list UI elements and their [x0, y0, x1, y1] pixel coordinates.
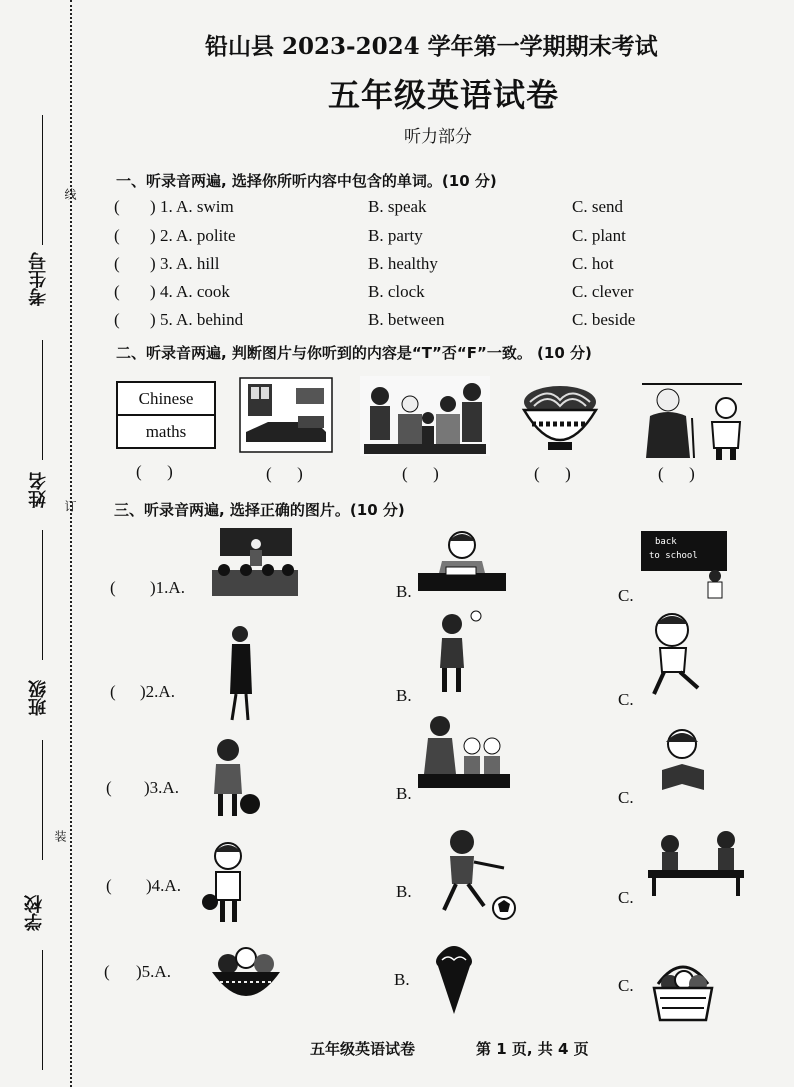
girl-with-ball-picture	[204, 736, 264, 820]
field-label-name: 姓名	[28, 472, 49, 508]
girl-reading-book-picture	[654, 726, 714, 796]
timetable-picture	[116, 381, 216, 449]
s3-q3-option-c: C.	[618, 788, 634, 807]
s2-answer-3[interactable]: ( )	[402, 464, 439, 483]
binding-mark-staple: 订	[63, 500, 77, 512]
back-to-school-board	[641, 531, 727, 571]
boy-football-picture	[432, 826, 522, 922]
timetable-row-maths: maths	[145, 422, 187, 441]
s3-q5-num: 5.A.	[141, 962, 171, 981]
answer-paren-open[interactable]: (	[114, 226, 120, 245]
s1-q3	[114, 254, 754, 276]
s3-q3-paren-open[interactable]: (	[106, 778, 112, 797]
field-label-class: 班级	[28, 680, 49, 716]
s3-q1-option-c: C.	[618, 586, 634, 605]
option-c: C. hot	[572, 254, 614, 273]
section3-heading: 三、听录音两遍, 选择正确的图片。(10 分)	[114, 501, 405, 519]
girl-at-board-icon	[700, 568, 730, 600]
s3-q2-paren-open[interactable]: (	[110, 682, 116, 701]
kids-at-desk-picture	[644, 826, 746, 898]
s3-q3-label: )3.A.	[144, 778, 179, 797]
option-a: 3. A. hill	[160, 254, 220, 273]
boy-reading-picture	[416, 527, 508, 593]
option-c: C. send	[572, 197, 623, 216]
s3-q2-num: 2.A.	[145, 682, 175, 701]
footer-paper-title: 五年级英语试卷	[310, 1040, 416, 1058]
s3-q5-option-c: C.	[618, 976, 634, 995]
s3-q4-paren-open[interactable]: (	[106, 876, 112, 895]
field-line-student-no	[42, 115, 43, 245]
part-label: 听力部分	[404, 127, 472, 147]
s3-q1-label: )1.A.	[150, 578, 185, 597]
answer-paren-close: )	[150, 197, 156, 216]
s3-q3-option-b: B.	[396, 784, 412, 803]
s2-answer-1[interactable]: ( )	[136, 462, 173, 481]
field-label-student-no: 考生号	[28, 252, 49, 306]
field-line-name-top	[42, 340, 43, 460]
option-a: 2. A. polite	[160, 226, 236, 245]
cooking-class-picture	[416, 712, 512, 790]
answer-paren-open[interactable]: (	[114, 197, 120, 216]
field-line-name	[42, 530, 43, 660]
board-line-2: to school	[649, 551, 698, 561]
option-b: B. between	[368, 310, 445, 329]
footer-page-number: 第 1 页, 共 4 页	[476, 1040, 589, 1058]
ice-cream-picture	[434, 940, 474, 1016]
field-line-school	[42, 950, 43, 1070]
answer-paren-close: )	[150, 254, 156, 273]
section2-heading: 二、听录音两遍, 判断图片与你听到的内容是“T”否“F”一致。 (10 分)	[116, 344, 592, 362]
answer-paren-close: )	[150, 282, 156, 301]
option-c: C. beside	[572, 310, 636, 329]
noodles-bowl-picture	[518, 380, 602, 456]
s2-answer-2[interactable]: ( )	[266, 464, 303, 483]
answer-paren-open[interactable]: (	[114, 310, 120, 329]
s1-q5	[114, 310, 754, 332]
timetable-row-chinese: Chinese	[118, 383, 214, 416]
option-a: 5. A. behind	[160, 310, 244, 329]
s3-q5-label: )5.A.	[136, 962, 171, 981]
woman-standing-picture	[220, 624, 264, 724]
s3-q5-paren-open[interactable]: (	[104, 962, 110, 981]
boy-running-picture	[640, 610, 706, 702]
s3-q5-option-b: B.	[394, 970, 410, 989]
exam-subtitle: 五年级英语试卷	[328, 76, 560, 114]
field-label-school: 学校	[24, 895, 45, 931]
option-c: C. plant	[572, 226, 626, 245]
board-line-1: back	[655, 537, 677, 547]
option-b: B. healthy	[368, 254, 438, 273]
s1-q2	[114, 226, 754, 248]
option-b: B. speak	[368, 197, 427, 216]
answer-paren-close: )	[150, 310, 156, 329]
binding-dotted-line	[70, 0, 72, 1087]
s3-q4-option-c: C.	[618, 888, 634, 907]
bedroom-picture	[238, 376, 334, 454]
exam-title: 铅山县 2023-2024 学年第一学期期末考试	[205, 33, 658, 60]
s1-q4	[114, 282, 754, 304]
s2-answer-5[interactable]: ( )	[658, 464, 695, 483]
s3-q4-option-b: B.	[396, 882, 412, 901]
answer-paren-open[interactable]: (	[114, 282, 120, 301]
s3-q1-paren-open[interactable]: (	[110, 578, 116, 597]
option-a: 1. A. swim	[160, 197, 234, 216]
field-line-class	[42, 740, 43, 860]
fruit-basket-picture	[648, 954, 718, 1024]
s3-q3-num: 3.A.	[149, 778, 179, 797]
s3-q2-option-b: B.	[396, 686, 412, 705]
girl-idea-picture	[428, 608, 488, 696]
binding-mark-line: 线	[63, 188, 77, 200]
section1-heading: 一、听录音两遍, 选择你所听内容中包含的单词。(10 分)	[116, 172, 497, 190]
s3-q4-label: )4.A.	[146, 876, 181, 895]
s2-answer-4[interactable]: ( )	[534, 464, 571, 483]
boy-basketball-picture	[198, 840, 254, 926]
s3-q2-label: )2.A.	[140, 682, 175, 701]
option-b: B. party	[368, 226, 423, 245]
family-picture	[360, 376, 490, 456]
s3-q2-option-c: C.	[618, 690, 634, 709]
binding-mark-bind: 装	[53, 830, 67, 842]
s3-q1-option-b: B.	[396, 582, 412, 601]
bus-seat-picture	[632, 378, 752, 462]
s1-q1	[114, 197, 754, 219]
fruit-bowl-picture	[208, 944, 284, 1004]
classroom-picture	[210, 526, 300, 598]
option-c: C. clever	[572, 282, 634, 301]
s3-q1-num: 1.A.	[155, 578, 185, 597]
answer-paren-open[interactable]: (	[114, 254, 120, 273]
answer-paren-close: )	[150, 226, 156, 245]
option-b: B. clock	[368, 282, 425, 301]
option-a: 4. A. cook	[160, 282, 230, 301]
s3-q4-num: 4.A.	[151, 876, 181, 895]
